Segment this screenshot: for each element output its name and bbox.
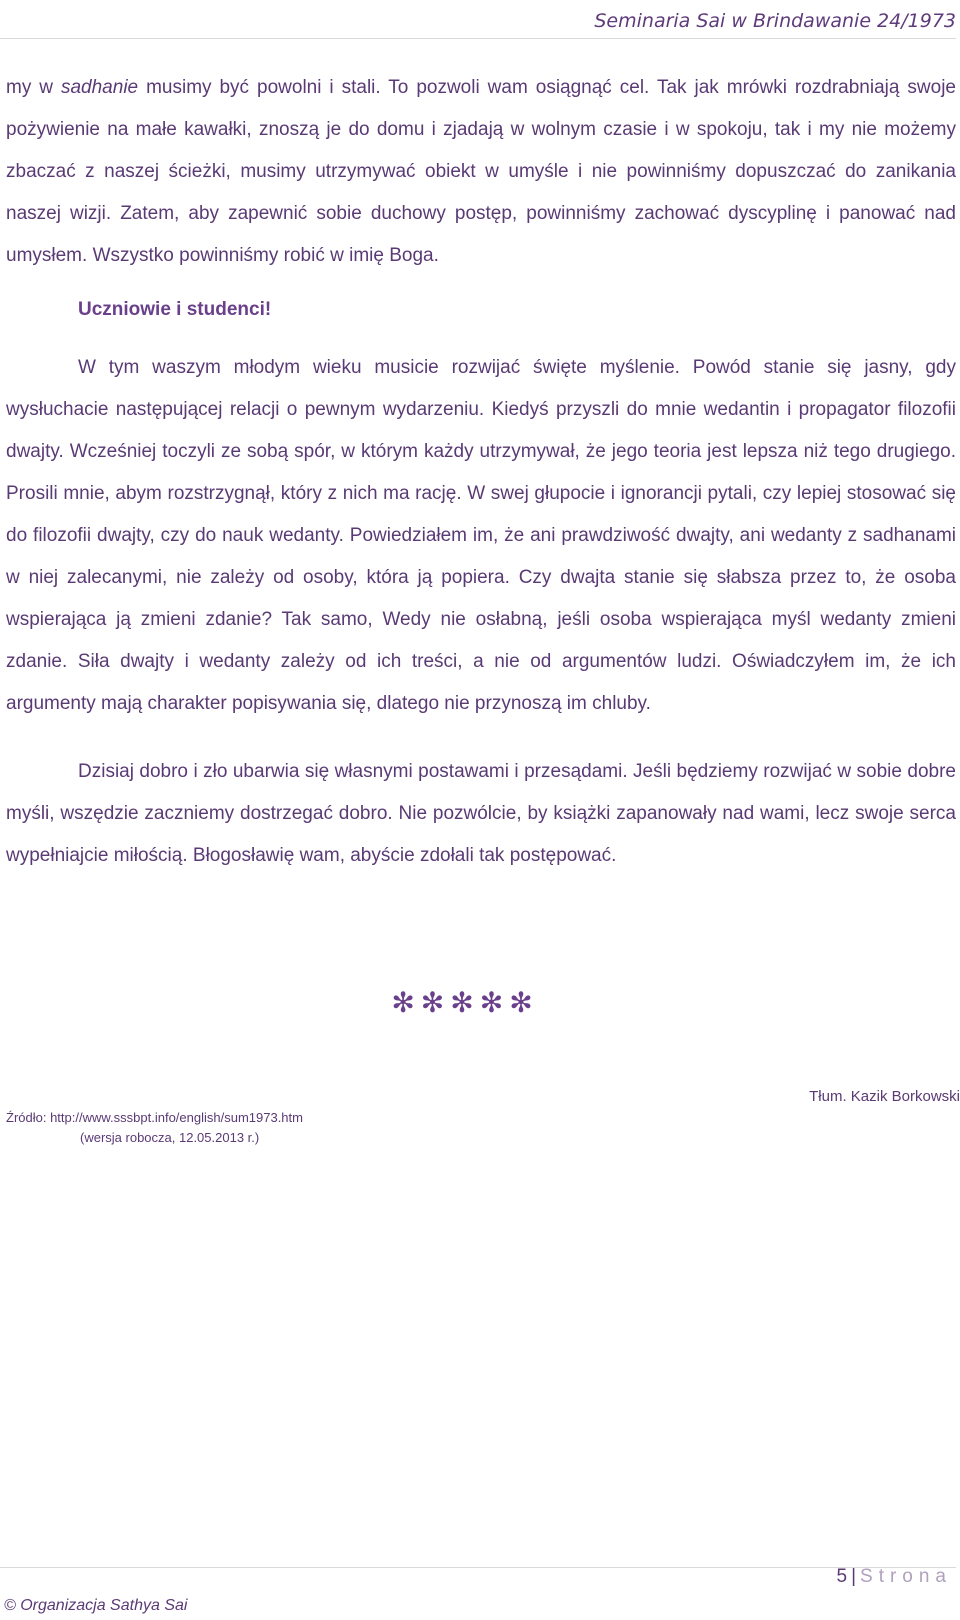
italic-term: sadhanami (863, 525, 956, 546)
text-run: stanie się słabsza przez to, że osoba wspierająca ją zmieni zdanie? Tak samo, (6, 567, 956, 630)
page-number-value: 5 (836, 1566, 848, 1587)
italic-term: dwajta (560, 567, 616, 588)
italic-term: dwajty (120, 651, 174, 672)
paragraph-story (6, 347, 956, 725)
text-run: i (174, 651, 200, 672)
page-header (0, 4, 956, 39)
italic-term: wedanty (770, 525, 842, 546)
text-run: . Wcześniej toczyli ze sobą spór, w którym każdy utrzymywał, że jego teoria jest lepsza niż tego drugiego. Prosili mnie, abym rozstrzygnął, który z nich ma rację. W swej głupocie i ignorancji pytali, czy lepiej stosować się do filozofii (6, 441, 956, 546)
text-run: i propagator filozofii (779, 399, 956, 420)
star-divider: ✻✻✻✻✻ (391, 986, 539, 1019)
italic-term: wedanty (820, 609, 892, 630)
footer-divider (0, 1567, 956, 1568)
text-run: zmieni zdanie. Siła (6, 609, 956, 672)
source-note (6, 1108, 303, 1148)
text-run: my w (6, 77, 61, 98)
paragraph-closing: Dzisiaj dobro i zło ubarwia się własnymi postawami i przesądami. Jeśli będziemy rozwijać w sobie dobre myśli, wszędzie zaczniemy dostrzegać dobro. Nie pozwólcie, by książki zapanowały nad wami, lecz swoje serca wypełniajcie miłością. Błogosławię wam, abyście zdołali tak postępować. (6, 761, 956, 866)
text-run: musimy być powolni i stali. To pozwoli wam osiągnąć cel. Tak jak mrówki rozdrabniają swoje pożywienie na małe kawałki, znoszą je do domu i zjadają w wolnym czasie i w spokoju, tak i my nie możemy zbaczać z naszej ścieżki, musimy utrzymywać obiekt w umyśle i nie powinniśmy dopuszczać do zanikania naszej wizji. Zatem, aby zapewnić sobie duchowy postęp, powinniśmy zachować dyscyplinę i panować nad umysłem. Wszystko powinniśmy robić w imię Boga. (6, 77, 956, 266)
text-run: W tym waszym młodym wieku musicie rozwijać święte myślenie. Powód stanie się jasny, gdy wysłuchacie następującej relacji o pewnym wydarzeniu. Kiedyś przyszli do mnie (6, 357, 956, 420)
translator-credit: Tłum. Kazik Borkowski (809, 1088, 960, 1105)
section-heading: Uczniowie i studenci! (78, 299, 272, 320)
text-run: . Powiedziałem im, że ani prawdziwość (338, 525, 677, 546)
page-number-separator: | (851, 1566, 857, 1587)
page-number (837, 1566, 953, 1588)
italic-term: dwajty (97, 525, 150, 546)
text-run: , czy do nauk (149, 525, 270, 546)
text-run: zależy od ich treści, a nie od argumentów ludzi. Oświadczyłem im, że ich argumenty mają charakter popisywania się, dlatego nie przynoszą im chluby. (6, 651, 956, 714)
footer-organization: © Organizacja Sathya Sai (4, 1597, 188, 1614)
italic-term: sadhanie (60, 77, 139, 98)
header-title: Seminaria Sai w Brindawanie 24/1973 (594, 10, 956, 32)
italic-term: dwajty, (676, 525, 734, 546)
paragraph-intro (6, 67, 956, 277)
page-content (6, 67, 956, 877)
page-label: Strona (860, 1566, 952, 1587)
source-url: Źródło: http://www.sssbpt.info/english/sum1973.htm (6, 1110, 303, 1125)
italic-term: wedanty (199, 651, 271, 672)
text-run: ani (733, 525, 771, 546)
text-run: nie osłabną, jeśli osoba wspierająca myśl (430, 609, 821, 630)
italic-term: dwajty (6, 441, 59, 462)
text-run: z (841, 525, 864, 546)
text-run: w niej zalecanymi, nie zależy od osoby, która ją popiera. Czy (6, 567, 561, 588)
italic-term: wedanty (269, 525, 339, 546)
source-version: (wersja robocza, 12.05.2013 r.) (80, 1130, 260, 1145)
italic-term: Wedy (382, 609, 431, 630)
italic-term: wedantin (703, 399, 780, 420)
